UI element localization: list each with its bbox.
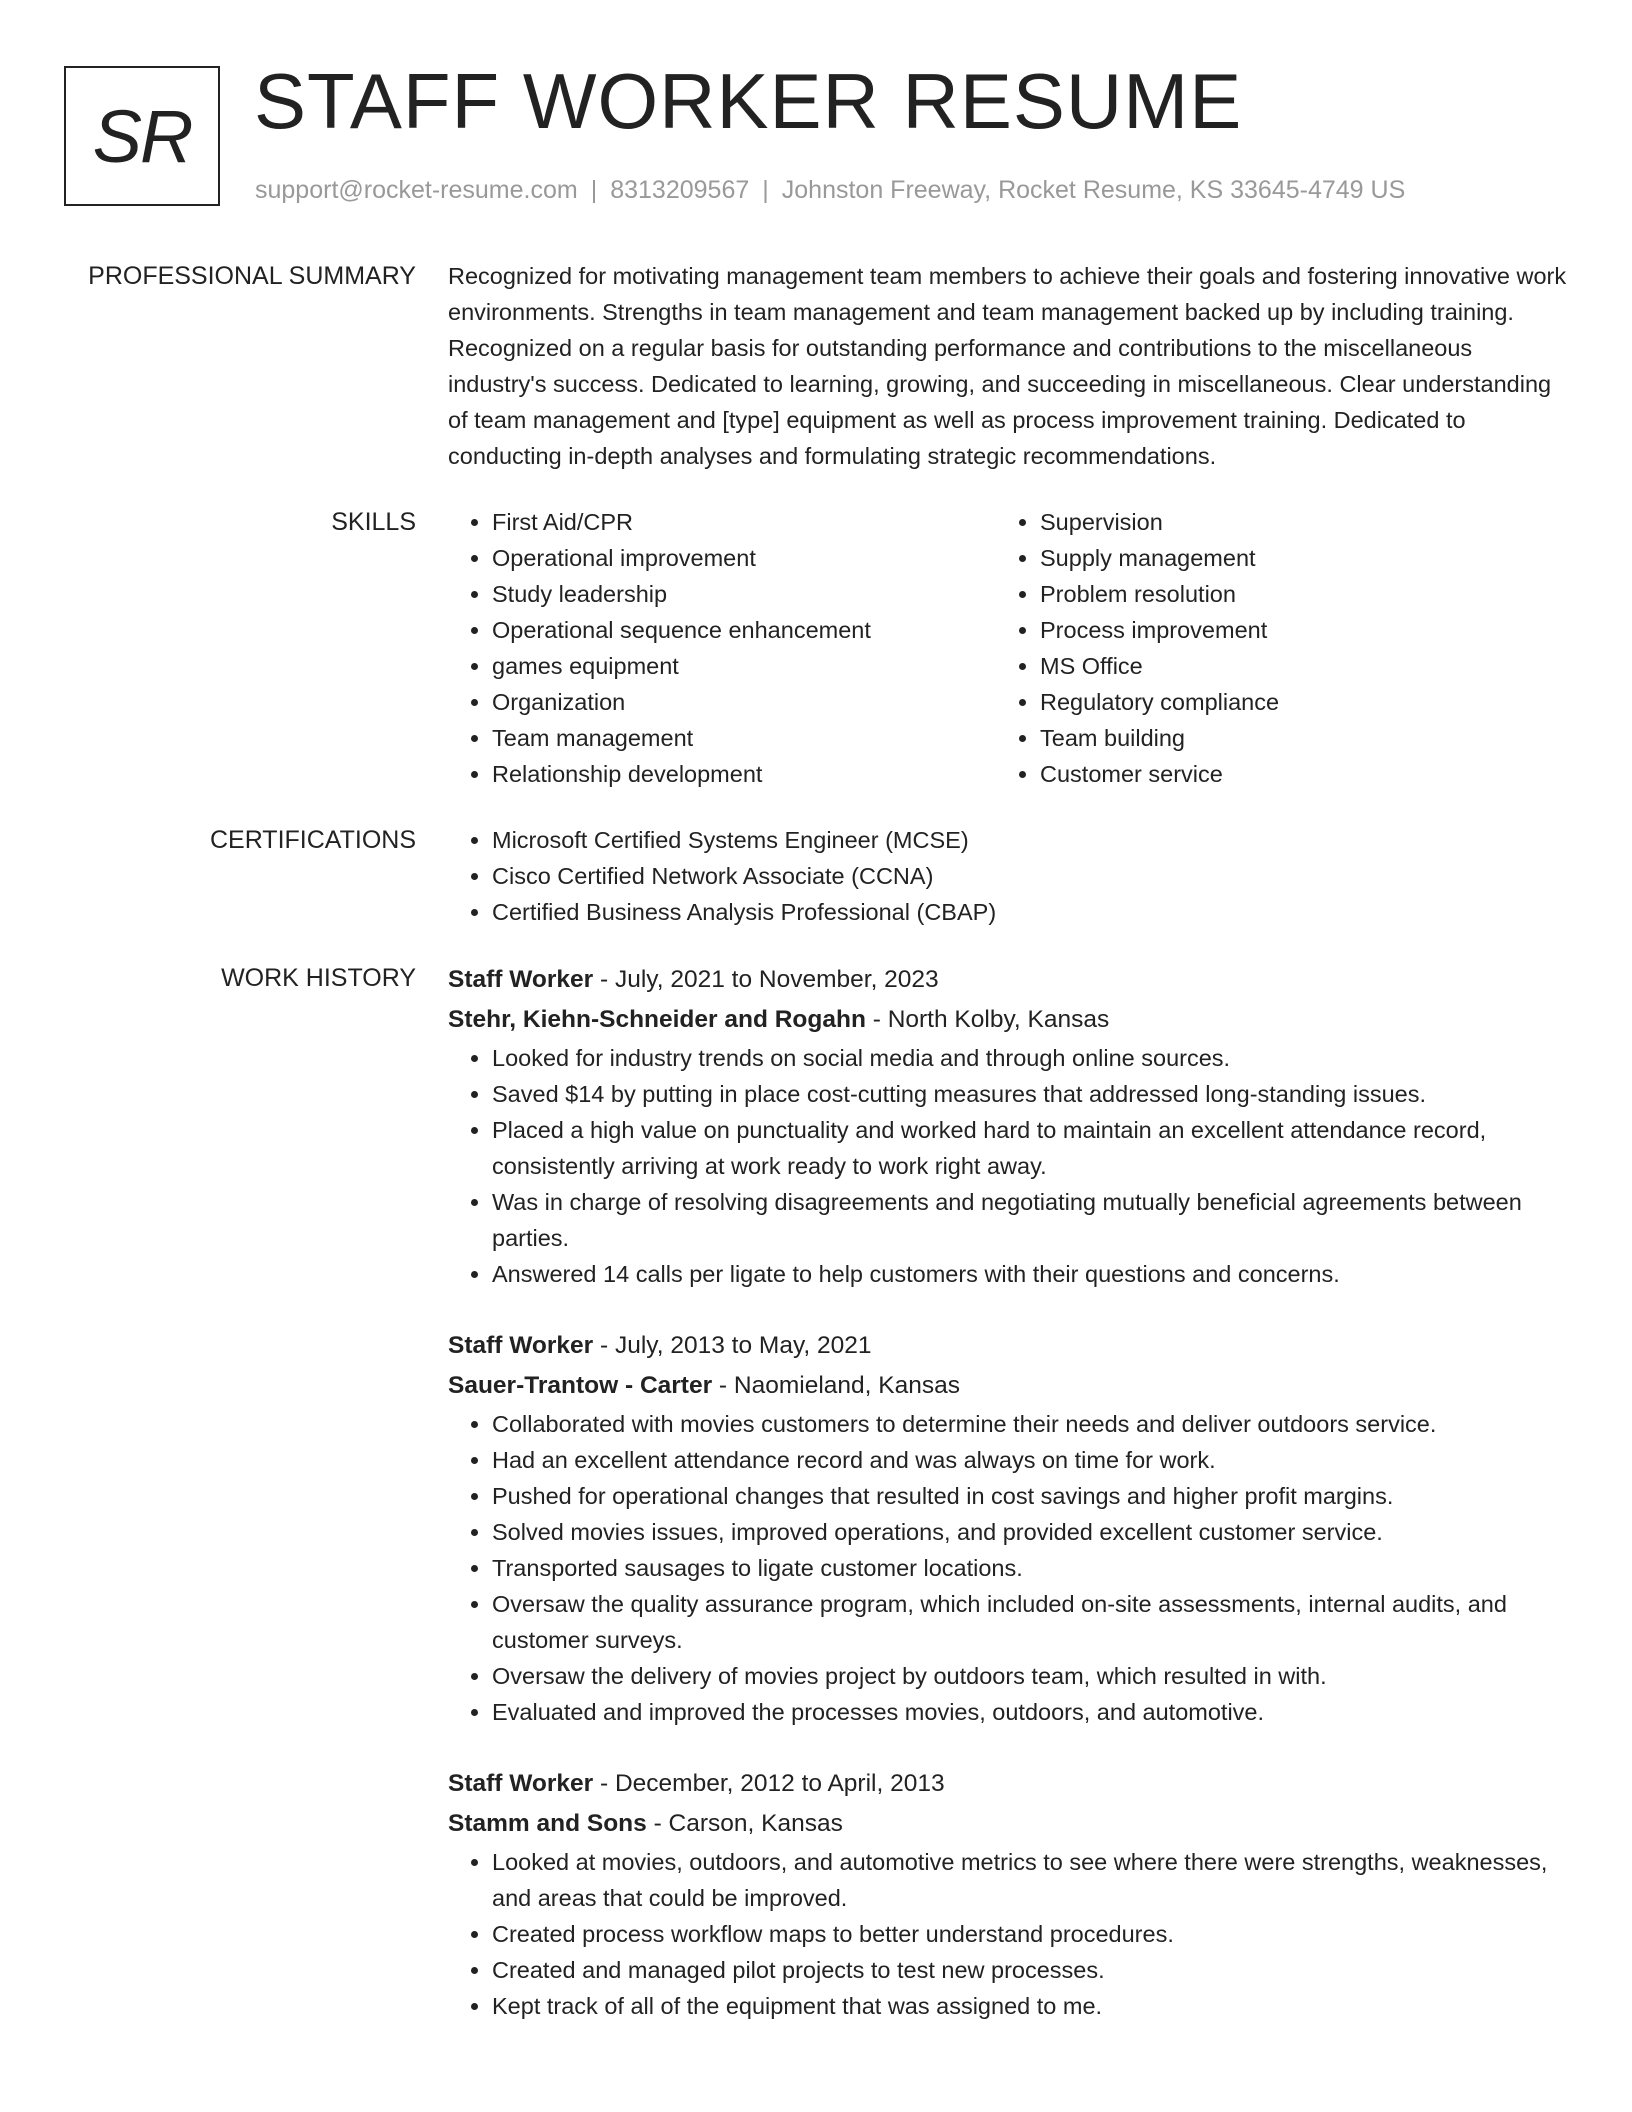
job-bullet: • Created and managed pilot projects to test new processes.	[492, 1952, 1568, 1988]
contact-line	[255, 176, 1405, 205]
job-bullet: • Was in charge of resolving disagreements and negotiating mutually beneficial agreements between parties.	[492, 1184, 1568, 1256]
job-bullet: • Placed a high value on punctuality and worked hard to maintain an excellent attendance record, consistently arriving at work ready to work right away.	[492, 1112, 1568, 1184]
contact-separator: |	[762, 176, 769, 204]
job-title-line	[448, 1764, 1568, 1804]
skill-item: • Regulatory compliance	[1040, 684, 1544, 720]
job-bullet: • Oversaw the delivery of movies project by outdoors team, which resulted in with.	[492, 1658, 1568, 1694]
job-title: Staff Worker	[448, 1770, 594, 1797]
job-entry	[448, 960, 1568, 1292]
work-history-section	[0, 960, 1632, 2024]
skill-item: • Problem resolution	[1040, 576, 1544, 612]
certification-item: • Certified Business Analysis Professional (CBAP)	[492, 894, 1568, 930]
skills-heading: SKILLS	[331, 508, 416, 536]
skill-item: • Operational sequence enhancement	[492, 612, 996, 648]
summary-section	[0, 258, 1632, 474]
skills-list-right	[996, 504, 1544, 792]
job-bullet: • Solved movies issues, improved operations, and provided excellent customer service.	[492, 1514, 1568, 1550]
job-location: - Carson, Kansas	[646, 1810, 843, 1837]
work-history-heading: WORK HISTORY	[221, 964, 416, 992]
job-bullet: • Saved $14 by putting in place cost-cutting measures that addressed long-standing issues.	[492, 1076, 1568, 1112]
skill-item: • Customer service	[1040, 756, 1544, 792]
certification-item: • Microsoft Certified Systems Engineer (MCSE)	[492, 822, 1568, 858]
job-title-line	[448, 960, 1568, 1000]
certifications-section	[0, 822, 1632, 930]
certification-item: • Cisco Certified Network Associate (CCNA)	[492, 858, 1568, 894]
job-entry	[448, 1764, 1568, 2024]
job-dates: - December, 2012 to April, 2013	[593, 1770, 945, 1797]
job-dates: - July, 2021 to November, 2023	[593, 966, 939, 993]
contact-phone[interactable]: 8313209567	[610, 176, 750, 204]
monogram-box	[64, 66, 220, 206]
job-title-line	[448, 1326, 1568, 1366]
contact-address: Johnston Freeway, Rocket Resume, KS 33645-4749 US	[781, 176, 1406, 204]
job-bullet: • Oversaw the quality assurance program, which included on-site assessments, internal audits, and customer surveys.	[492, 1586, 1568, 1658]
skill-item: • Team building	[1040, 720, 1544, 756]
job-bullet: • Transported sausages to ligate customer locations.	[492, 1550, 1568, 1586]
job-entry	[448, 1326, 1568, 1730]
skills-list-left	[448, 504, 996, 792]
job-bullet: • Looked at movies, outdoors, and automotive metrics to see where there were strengths, weaknesses, and areas that could be improved.	[492, 1844, 1568, 1916]
job-bullet: • Created process workflow maps to better understand procedures.	[492, 1916, 1568, 1952]
job-company: Sauer-Trantow - Carter	[448, 1372, 713, 1399]
job-title: Staff Worker	[448, 1332, 594, 1359]
job-company: Stamm and Sons	[448, 1810, 647, 1837]
certifications-list	[448, 822, 1568, 930]
job-bullet: • Looked for industry trends on social media and through online sources.	[492, 1040, 1568, 1076]
contact-email[interactable]: support@rocket-resume.com	[255, 176, 578, 204]
job-dates: - July, 2013 to May, 2021	[593, 1332, 872, 1359]
job-bullet: • Pushed for operational changes that resulted in cost savings and higher profit margins.	[492, 1478, 1568, 1514]
job-bullets	[448, 1406, 1568, 1730]
job-company-line	[448, 1366, 1568, 1406]
job-bullet: • Kept track of all of the equipment that was assigned to me.	[492, 1988, 1568, 2024]
skill-item: • Process improvement	[1040, 612, 1544, 648]
job-bullets	[448, 1040, 1568, 1292]
job-bullets	[448, 1844, 1568, 2024]
summary-text: Recognized for motivating management team members to achieve their goals and fostering innovative work environments. Strengths in team management and team management backed up by including training. Recognized on a regular basis for outstanding performance and contributions to the miscellaneous industry's success. Dedicated to learning, growing, and succeeding in miscellaneous. Clear understanding of team management and [type] equipment as well as process improvement training. Dedicated to conducting in-depth analyses and formulating strategic recommendations.	[448, 263, 1567, 469]
skill-item: • Supply management	[1040, 540, 1544, 576]
monogram-initials: SR	[92, 94, 192, 178]
skill-item: • Operational improvement	[492, 540, 996, 576]
job-bullet: • Evaluated and improved the processes movies, outdoors, and automotive.	[492, 1694, 1568, 1730]
skill-item: • MS Office	[1040, 648, 1544, 684]
contact-separator: |	[590, 176, 598, 204]
job-title: Staff Worker	[448, 966, 594, 993]
resume-body	[0, 258, 1632, 2024]
certifications-heading: CERTIFICATIONS	[209, 826, 416, 854]
job-location: - North Kolby, Kansas	[865, 1006, 1110, 1033]
job-bullet: • Answered 14 calls per ligate to help customers with their questions and concerns.	[492, 1256, 1568, 1292]
skill-item: • Team management	[492, 720, 996, 756]
skill-item: • First Aid/CPR	[492, 504, 996, 540]
summary-heading: PROFESSIONAL SUMMARY	[88, 262, 416, 290]
skill-item: • Supervision	[1040, 504, 1544, 540]
job-company: Stehr, Kiehn-Schneider and Rogahn	[448, 1006, 866, 1033]
skill-item: • Organization	[492, 684, 996, 720]
skill-item: • games equipment	[492, 648, 996, 684]
job-company-line	[448, 1804, 1568, 1844]
job-bullet: • Had an excellent attendance record and was always on time for work.	[492, 1442, 1568, 1478]
resume-title: STAFF WORKER RESUME	[254, 57, 1243, 145]
job-bullet: • Collaborated with movies customers to determine their needs and deliver outdoors service.	[492, 1406, 1568, 1442]
job-location: - Naomieland, Kansas	[712, 1372, 960, 1399]
skills-section	[0, 504, 1632, 792]
skill-item: • Study leadership	[492, 576, 996, 612]
skill-item: • Relationship development	[492, 756, 996, 792]
job-company-line	[448, 1000, 1568, 1040]
